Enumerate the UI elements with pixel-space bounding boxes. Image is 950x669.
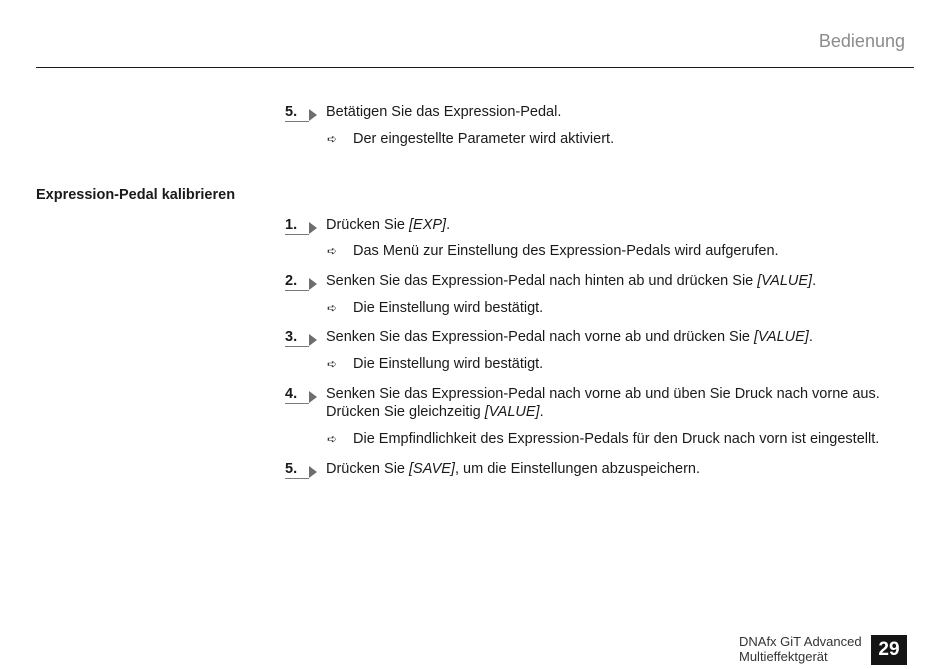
step-text: Betätigen Sie das Expression-Pedal. (326, 104, 562, 120)
key-label: [EXP] (409, 217, 447, 233)
footer-product-name: DNAfx GiT Advanced Multieffektgerät (739, 634, 862, 664)
arrow-right-icon (309, 222, 317, 234)
result-arrow-icon: ➪ (327, 244, 338, 258)
step-item (285, 328, 895, 346)
header-divider (36, 67, 914, 68)
result-arrow-icon: ➪ (327, 301, 338, 315)
result-arrow-icon: ➪ (327, 432, 338, 446)
step-result: ➪ Das Menü zur Einstellung des Expression-Pedals wird aufgerufen. (327, 243, 779, 259)
arrow-right-icon (309, 278, 317, 290)
step-number: 4. (285, 385, 317, 403)
section-heading: Expression-Pedal kalibrieren (36, 187, 236, 203)
step-number: 5. (285, 103, 317, 121)
step-number: 1. (285, 216, 317, 234)
key-label: [VALUE] (484, 404, 540, 420)
step-item (285, 216, 895, 234)
step-text: Drücken Sie [SAVE], um die Einstellungen abzuspeichern. (326, 461, 701, 477)
result-arrow-icon: ➪ (327, 132, 338, 146)
page-header-title: Bedienung (818, 31, 905, 51)
step-item (285, 272, 895, 290)
step-item (285, 385, 895, 421)
arrow-right-icon (309, 466, 317, 478)
key-label: [SAVE] (409, 461, 455, 477)
step-result: ➪ Die Einstellung wird bestätigt. (327, 356, 544, 372)
key-label: [VALUE] (757, 273, 813, 289)
step-item (285, 103, 895, 121)
arrow-right-icon (309, 391, 317, 403)
result-arrow-icon: ➪ (327, 357, 338, 371)
step-item (285, 460, 895, 478)
step-text: Senken Sie das Expression-Pedal nach hinten ab und drücken Sie [VALUE]. (326, 273, 817, 289)
step-result: ➪ Die Empfindlichkeit des Expression-Pedals für den Druck nach vorn ist eingestellt. (327, 431, 880, 447)
step-result: ➪ Die Einstellung wird bestätigt. (327, 300, 544, 316)
arrow-right-icon (309, 109, 317, 121)
step-text: Senken Sie das Expression-Pedal nach vorne ab und drücken Sie [VALUE]. (326, 329, 813, 345)
step-number: 3. (285, 328, 317, 346)
page-number: 29 (871, 635, 907, 665)
step-number: 5. (285, 460, 317, 478)
step-text: Senken Sie das Expression-Pedal nach vorne ab und üben Sie Druck nach vorne aus. Drücken Sie gleichzeitig [VALUE]. (326, 386, 880, 420)
step-number: 2. (285, 272, 317, 290)
step-result: ➪ Der eingestellte Parameter wird aktiviert. (327, 131, 615, 147)
step-text: Drücken Sie [EXP]. (326, 217, 451, 233)
arrow-right-icon (309, 334, 317, 346)
key-label: [VALUE] (754, 329, 809, 345)
